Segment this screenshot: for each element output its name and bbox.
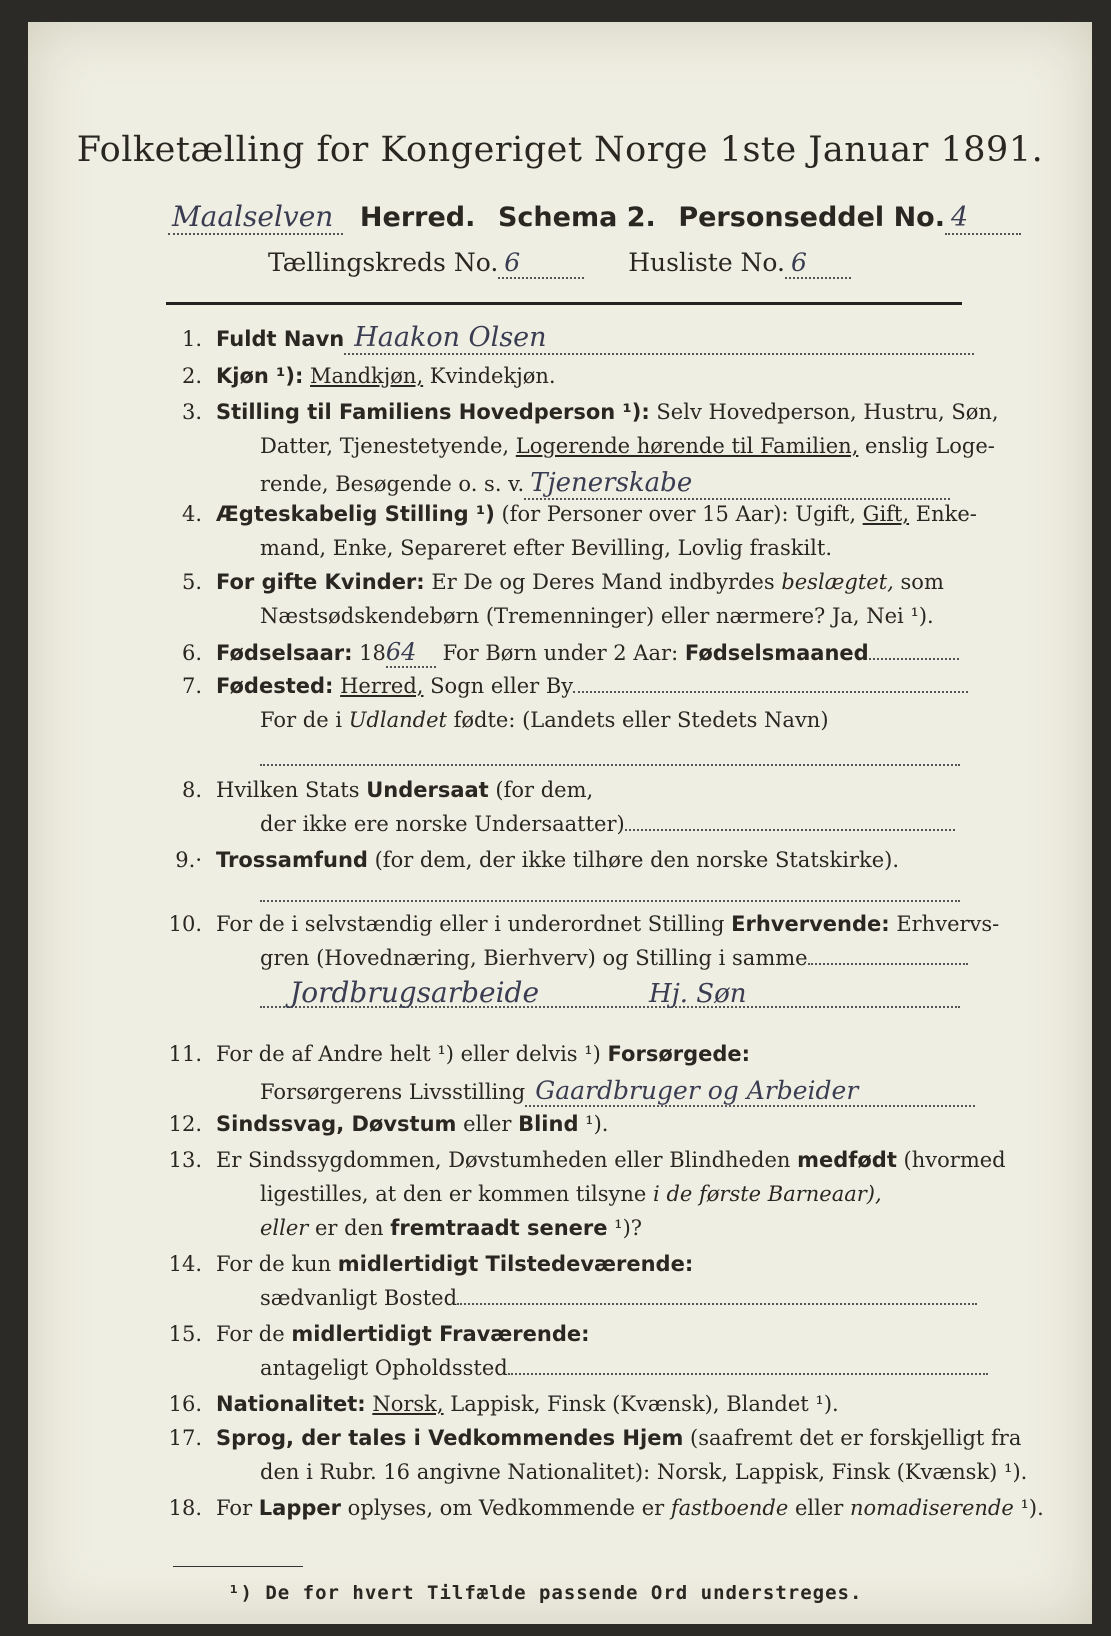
item-8: 8. Hvilken Stats Undersaat (for dem, [181,778,594,802]
herred-label: Herred. [359,202,476,233]
occupation-handwritten: Jordbrugsarbeide [290,976,540,1009]
item-5: 5. For gifte Kvinder: Er De og Deres Mand indbyrdes beslægtet, som [181,570,944,594]
item-12: 12. Sindssvag, Døvstum eller Blind ¹). [168,1112,609,1136]
item-11: 11. For de af Andre helt ¹) eller delvis ¹) Forsørgede: [168,1042,751,1066]
item-18: 18. For Lapper oplyses, om Vedkommende er fastboende eller nomadiserende ¹). [168,1496,1044,1520]
item-2: 2. Kjøn ¹): Mandkjøn, Kvindekjøn. [181,364,556,388]
header-line-kreds [268,248,851,279]
item-13: 13. Er Sindssygdommen, Døvstumheden eller Blindheden medfødt (hvormed [168,1148,1006,1172]
census-form-sheet: Folketælling for Kongeriget Norge 1ste Januar 1891. Maalselven Herred. Schema 2. Personseddel No. 4 Tællingskreds No. 6 Husliste No. 6 1. Fuldt Navn Haakon Olsen 2. Kjøn ¹): Mandkjøn, Kvindekjøn. 3. Stilling til Familiens Hovedperson ¹): Selv Hovedperson, Hustru, Søn, Datter, Tjenestetyende, Logerende hørende til Familien, enslig Loge- rende, Besøgende o. s. v. Tjenerskabe 4. Ægteskabelig Stilling ¹) (for Personer over 15 Aar): Ugift, Gift, Enke- mand, Enke, Separeret efter Bevilling, Lovlig fraskilt. 5. For gifte Kvinder: Er De og Deres Mand indbyrdes beslægtet, som Næstsødskendebørn (Tremenninger) eller nærmere? Ja, Nei ¹). 6. Fødselsaar: 1864 For Børn under 2 Aar: Fødselsmaaned 7. Fødested: Herred, Sogn eller By For de i Udlandet fødte: (Landets eller Stedets Navn) 8. Hvilken Stats Undersaat (for dem, der ikke ere norske Undersaatter) 9.· Trossamfund (for dem, der ikke tilhøre den norske Statskirke). 10. For de i selvstændig eller i underordnet Stilling Erhvervende: Erhvervs- gren (Hovednæring, Bierhverv) og Stilling i samme Jordbrugsarbeide Hj. Søn 11. For de af Andre helt ¹) eller delvis ¹) Forsørgede: Forsørgerens Livsstilling Gaardbruger og Arbeider 12. Sindssvag, Døvstum eller Blind ¹). 13. Er Sindssygdommen, Døvstumheden eller Blindheden medfødt (hvormed ligestilles, at den er kommen tilsyne i de første Barneaar), eller er den fremtraadt senere ¹)? 14. For de kun midlertidigt Tilstedeværende: sædvanligt Bosted 15. For de midlertidigt Fraværende: antageligt Opholdssted 16. Nationalitet: Norsk, Lappisk, Finsk (Kvænsk), Blandet ¹). 17. Sprog, der tales i Vedkommendes Hjem (saafremt det er forskjelligt fra den i Rubr. 16 angivne Nationalitet): Norsk, Lappisk, Finsk (Kvænsk) ¹). 18. For Lapper oplyses, om Vedkommende er fastboende eller nomadiserende ¹). ¹) De for hvert Tilfælde passende Ord understreges. [28,22,1092,1624]
footnote-rule [173,1566,303,1567]
husliste-label: Husliste No. [628,248,785,277]
occupation-line [260,976,960,1008]
item-10: 10. For de i selvstændig eller i underordnet Stilling Erhvervende: Erhvervs- [168,912,1000,936]
schema-label: Schema 2. [497,202,656,233]
item-17: 17. Sprog, der tales i Vedkommendes Hjem (saafremt det er forskjelligt fra [168,1426,1022,1450]
item-16: 16. Nationalitet: Norsk, Lappisk, Finsk (Kvænsk), Blandet ¹). [168,1392,839,1416]
provider-handwritten: Gaardbruger og Arbeider [525,1076,975,1107]
municipality-handwritten: Maalselven [168,200,343,235]
item-15: 15. For de midlertidigt Fraværende: [168,1322,590,1346]
item-7: 7. Fødested: Herred, Sogn eller By [158,674,968,698]
form-title: Folketælling for Kongeriget Norge 1ste Januar 1891. [76,130,1044,170]
personseddel-number: 4 [945,202,1021,235]
item-6: 6. Fødselsaar: 1864 For Børn under 2 Aar: Fødselsmaaned [158,638,959,668]
item-1: 1. Fuldt Navn Haakon Olsen [158,322,974,355]
header-rule [166,302,962,305]
relation-handwritten: Hj. Søn [649,979,747,1009]
kreds-number: 6 [498,248,584,279]
birth-year-handwritten: 64 [386,638,436,668]
husliste-number: 6 [785,248,851,279]
header-line-herred [168,200,1021,235]
item-9: 9.· Trossamfund (for dem, der ikke tilhøre den norske Statskirke). [175,848,900,872]
full-name-handwritten: Haakon Olsen [344,322,974,355]
item-3: 3. Stilling til Familiens Hovedperson ¹): Selv Hovedperson, Hustru, Søn, [181,400,999,424]
position-handwritten: Tjenerskabe [524,468,950,500]
personseddel-label: Personseddel No. [678,202,945,233]
item-4: 4. Ægteskabelig Stilling ¹) (for Personer over 15 Aar): Ugift, Gift, Enke- [181,502,977,526]
footnote: ¹) De for hvert Tilfælde passende Ord understreges. [228,1582,863,1604]
item-14: 14. For de kun midlertidigt Tilstedeværende: [168,1252,694,1276]
birthplace-blank [260,744,960,766]
kreds-label: Tællingskreds No. [268,248,499,277]
